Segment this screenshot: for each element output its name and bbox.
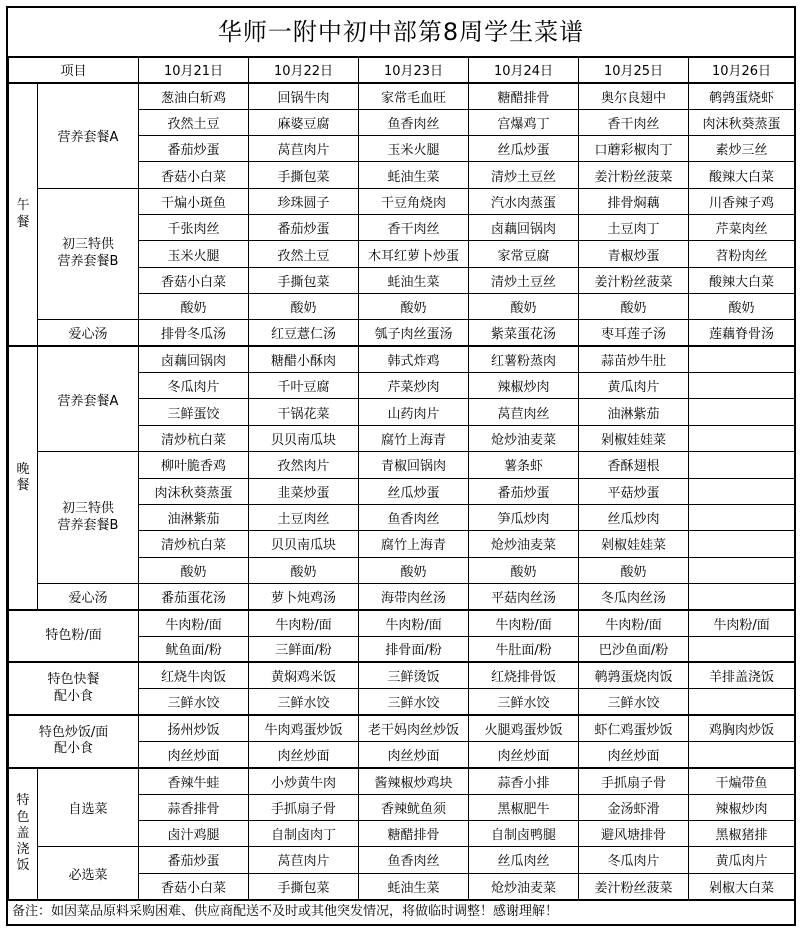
dish-cell: 口蘑彩椒肉丁	[579, 136, 689, 162]
dish-cell: 糖醋小酥肉	[249, 346, 359, 372]
dish-cell: 香菇小白菜	[139, 267, 249, 293]
dish-cell: 干煸带鱼	[689, 768, 795, 794]
dish-cell: 巴沙鱼面/粉	[579, 636, 689, 662]
table-row	[9, 452, 795, 478]
table-row	[9, 768, 795, 794]
rice-label: 特 色 盖 浇 饭	[9, 768, 38, 900]
dish-cell: 黑椒猪排	[689, 820, 795, 846]
dish-cell: 木耳红萝卜炒蛋	[359, 241, 469, 267]
dish-cell: 红烧排骨饭	[469, 662, 579, 688]
dish-cell: 芹菜炒肉	[359, 373, 469, 399]
dish-cell: 牛肉粉/面	[689, 610, 795, 636]
dish-cell: 剁椒娃娃菜	[579, 531, 689, 557]
dish-cell: 干豆角烧肉	[359, 188, 469, 214]
dish-cell: 黄瓜肉片	[689, 847, 795, 873]
dish-cell	[689, 557, 795, 583]
dish-cell: 瓠子肉丝蛋汤	[359, 320, 469, 346]
dish-cell: 避风塘排骨	[579, 820, 689, 846]
dish-cell: 蒜香小排	[469, 768, 579, 794]
table-row	[9, 715, 795, 741]
dish-cell: 莴苣肉丝	[469, 399, 579, 425]
dish-cell: 玉米火腿	[139, 241, 249, 267]
dish-cell: 红豆薏仁汤	[249, 320, 359, 346]
dish-cell: 酸辣大白菜	[689, 267, 795, 293]
dish-cell: 牛肉粉/面	[359, 610, 469, 636]
page-title: 华师一附中初中部第8周学生菜谱	[8, 8, 794, 58]
dish-cell: 蚝油生菜	[359, 162, 469, 188]
dish-cell: 酸辣大白菜	[689, 162, 795, 188]
dish-cell: 孜然肉片	[249, 452, 359, 478]
required-label: 必选菜	[38, 847, 139, 900]
dish-cell	[689, 452, 795, 478]
dish-cell: 鱼香肉丝	[359, 504, 469, 530]
dinner-label: 晚 餐	[9, 346, 38, 609]
dish-cell: 蚝油生菜	[359, 873, 469, 899]
dish-cell: 回锅牛肉	[249, 83, 359, 109]
dish-cell: 排骨冬瓜汤	[139, 320, 249, 346]
table-row	[9, 610, 795, 636]
header-day: 10月24日	[469, 57, 579, 83]
dish-cell: 肉丝炒面	[359, 741, 469, 767]
dish-cell	[689, 741, 795, 767]
dish-cell: 鱿鱼面/粉	[139, 636, 249, 662]
dish-cell: 苕粉肉丝	[689, 241, 795, 267]
dish-cell: 三鲜水饺	[249, 689, 359, 715]
table-row	[9, 583, 795, 609]
dish-cell: 丝瓜炒蛋	[469, 136, 579, 162]
dish-cell: 汽水肉蒸蛋	[469, 188, 579, 214]
dish-cell: 蒜苗炒牛肚	[579, 346, 689, 372]
dish-cell: 油淋紫茄	[579, 399, 689, 425]
dish-cell: 肉沫秋葵蒸蛋	[689, 109, 795, 135]
dish-cell: 番茄炒蛋	[139, 136, 249, 162]
dish-cell: 蒜香排骨	[139, 794, 249, 820]
dish-cell: 土豆肉丁	[579, 215, 689, 241]
table-row	[9, 662, 795, 688]
header-day: 10月23日	[359, 57, 469, 83]
dish-cell: 酸奶	[579, 557, 689, 583]
dish-cell: 鹌鹑蛋烧虾	[689, 83, 795, 109]
dish-cell: 卤藕回锅肉	[469, 215, 579, 241]
dish-cell: 三鲜水饺	[469, 689, 579, 715]
optional-label: 自选菜	[38, 768, 139, 847]
dish-cell: 平菇肉丝汤	[469, 583, 579, 609]
dish-cell: 鸡胸肉炒饭	[689, 715, 795, 741]
dish-cell: 肉沫秋葵蒸蛋	[139, 478, 249, 504]
dish-cell: 三鲜烫饭	[359, 662, 469, 688]
dish-cell: 莲藕脊骨汤	[689, 320, 795, 346]
dish-cell: 剁椒娃娃菜	[579, 425, 689, 451]
dish-cell: 酸奶	[249, 557, 359, 583]
dish-cell: 清炒土豆丝	[469, 162, 579, 188]
dish-cell: 番茄炒蛋	[469, 478, 579, 504]
table-row	[9, 57, 795, 83]
dish-cell: 家常豆腐	[469, 241, 579, 267]
set-b-label: 初三特供 营养套餐B	[38, 188, 139, 320]
dish-cell: 炝炒油麦菜	[469, 531, 579, 557]
dish-cell: 韭菜炒蛋	[249, 478, 359, 504]
dish-cell: 川香辣子鸡	[689, 188, 795, 214]
dish-cell: 千叶豆腐	[249, 373, 359, 399]
dish-cell: 香菇小白菜	[139, 162, 249, 188]
dish-cell: 清炒杭白菜	[139, 531, 249, 557]
dish-cell	[689, 504, 795, 530]
set-a-label: 营养套餐A	[38, 83, 139, 188]
dish-cell: 番茄炒蛋	[139, 847, 249, 873]
table-row	[9, 320, 795, 346]
dish-cell: 肉丝炒面	[139, 741, 249, 767]
dish-cell: 红烧牛肉饭	[139, 662, 249, 688]
dish-cell: 素炒三丝	[689, 136, 795, 162]
dish-cell: 香辣牛蛙	[139, 768, 249, 794]
dish-cell: 酸奶	[249, 294, 359, 320]
dish-cell: 紫菜蛋花汤	[469, 320, 579, 346]
dish-cell: 番茄蛋花汤	[139, 583, 249, 609]
dish-cell: 贝贝南瓜块	[249, 531, 359, 557]
dish-cell: 贝贝南瓜块	[249, 425, 359, 451]
dish-cell: 火腿鸡蛋炒饭	[469, 715, 579, 741]
dish-cell: 麻婆豆腐	[249, 109, 359, 135]
dish-cell: 三鲜水饺	[359, 689, 469, 715]
table-row	[9, 847, 795, 873]
dish-cell: 腐竹上海青	[359, 425, 469, 451]
dish-cell: 金汤虾滑	[579, 794, 689, 820]
dish-cell: 韩式炸鸡	[359, 346, 469, 372]
dish-cell: 姜汁粉丝菠菜	[579, 873, 689, 899]
dish-cell: 笋瓜炒肉	[469, 504, 579, 530]
dish-cell: 葱油白斩鸡	[139, 83, 249, 109]
dish-cell: 海带肉丝汤	[359, 583, 469, 609]
dish-cell: 炝炒油麦菜	[469, 425, 579, 451]
dish-cell: 孜然土豆	[139, 109, 249, 135]
header-item: 项目	[9, 57, 139, 83]
dish-cell: 三鲜水饺	[139, 689, 249, 715]
header-day: 10月26日	[689, 57, 795, 83]
dish-cell	[689, 425, 795, 451]
set-a-label: 营养套餐A	[38, 346, 139, 451]
dish-cell	[689, 346, 795, 372]
dish-cell: 平菇炒蛋	[579, 478, 689, 504]
dish-cell: 芹菜肉丝	[689, 215, 795, 241]
fast-label: 特色快餐 配小食	[9, 662, 139, 715]
dish-cell: 冬瓜肉片	[579, 847, 689, 873]
dish-cell: 土豆肉丝	[249, 504, 359, 530]
dish-cell	[689, 689, 795, 715]
dish-cell: 黄瓜肉片	[579, 373, 689, 399]
dish-cell: 糖醋排骨	[359, 820, 469, 846]
dish-cell: 鱼香肉丝	[359, 847, 469, 873]
dish-cell	[689, 531, 795, 557]
dish-cell: 珍珠圆子	[249, 188, 359, 214]
header-day: 10月22日	[249, 57, 359, 83]
dish-cell: 丝瓜炒肉	[579, 504, 689, 530]
dish-cell: 枣耳莲子汤	[579, 320, 689, 346]
dish-cell: 姜汁粉丝菠菜	[579, 162, 689, 188]
soup-label: 爱心汤	[38, 320, 139, 346]
table-row	[9, 83, 795, 109]
dish-cell	[689, 636, 795, 662]
dish-cell	[689, 399, 795, 425]
dish-cell: 酸奶	[689, 294, 795, 320]
dish-cell: 干锅花菜	[249, 399, 359, 425]
dish-cell: 红薯粉蒸肉	[469, 346, 579, 372]
dish-cell: 手抓扇子骨	[249, 794, 359, 820]
dish-cell: 青椒炒蛋	[579, 241, 689, 267]
dish-cell	[689, 583, 795, 609]
dish-cell: 丝瓜炒蛋	[359, 478, 469, 504]
dish-cell: 冬瓜肉片	[139, 373, 249, 399]
dish-cell: 自制卤鸭腿	[469, 820, 579, 846]
dish-cell: 辣椒炒肉	[689, 794, 795, 820]
dish-cell: 卤汁鸡腿	[139, 820, 249, 846]
dish-cell: 羊排盖浇饭	[689, 662, 795, 688]
dish-cell: 三鲜蛋饺	[139, 399, 249, 425]
dish-cell: 酸奶	[359, 557, 469, 583]
dish-cell: 小炒黄牛肉	[249, 768, 359, 794]
dish-cell: 手撕包菜	[249, 267, 359, 293]
dish-cell: 番茄炒蛋	[249, 215, 359, 241]
dish-cell: 薯条虾	[469, 452, 579, 478]
header-day: 10月25日	[579, 57, 689, 83]
dish-cell: 自制卤肉丁	[249, 820, 359, 846]
dish-cell: 酱辣椒炒鸡块	[359, 768, 469, 794]
dish-cell: 香辣鱿鱼须	[359, 794, 469, 820]
dish-cell: 青椒回锅肉	[359, 452, 469, 478]
dish-cell: 糖醋排骨	[469, 83, 579, 109]
dish-cell: 牛肉粉/面	[139, 610, 249, 636]
dish-cell: 黑椒肥牛	[469, 794, 579, 820]
header-day: 10月21日	[139, 57, 249, 83]
dish-cell: 扬州炒饭	[139, 715, 249, 741]
dish-cell: 干煸小斑鱼	[139, 188, 249, 214]
dish-cell: 莴苣肉片	[249, 136, 359, 162]
dish-cell: 虾仁鸡蛋炒饭	[579, 715, 689, 741]
dish-cell: 三鲜水饺	[579, 689, 689, 715]
dish-cell: 油淋紫茄	[139, 504, 249, 530]
dish-cell: 萝卜炖鸡汤	[249, 583, 359, 609]
dish-cell: 孜然土豆	[249, 241, 359, 267]
dish-cell: 炝炒油麦菜	[469, 873, 579, 899]
menu-table	[8, 56, 795, 900]
dish-cell: 酸奶	[139, 557, 249, 583]
dish-cell: 香酥翅根	[579, 452, 689, 478]
dish-cell: 腐竹上海青	[359, 531, 469, 557]
dish-cell: 酸奶	[469, 557, 579, 583]
table-row	[9, 188, 795, 214]
dish-cell: 老干妈肉丝炒饭	[359, 715, 469, 741]
dish-cell: 手撕包菜	[249, 162, 359, 188]
dish-cell: 手撕包菜	[249, 873, 359, 899]
dish-cell: 剁椒大白菜	[689, 873, 795, 899]
dish-cell: 鱼香肉丝	[359, 109, 469, 135]
dish-cell	[689, 478, 795, 504]
dish-cell: 牛肉粉/面	[249, 610, 359, 636]
dish-cell: 排骨面/粉	[359, 636, 469, 662]
dish-cell: 黄焖鸡米饭	[249, 662, 359, 688]
dish-cell: 酸奶	[469, 294, 579, 320]
dish-cell: 鹌鹑蛋烧肉饭	[579, 662, 689, 688]
dish-cell: 酸奶	[359, 294, 469, 320]
dish-cell: 莴苣肉片	[249, 847, 359, 873]
dish-cell: 牛肉粉/面	[469, 610, 579, 636]
dish-cell: 千张肉丝	[139, 215, 249, 241]
dish-cell: 牛肉粉/面	[579, 610, 689, 636]
dish-cell: 宫爆鸡丁	[469, 109, 579, 135]
set-b-label: 初三特供 营养套餐B	[38, 452, 139, 584]
dish-cell: 香干肉丝	[359, 215, 469, 241]
dish-cell: 山药肉片	[359, 399, 469, 425]
dish-cell: 家常毛血旺	[359, 83, 469, 109]
dish-cell: 排骨焖藕	[579, 188, 689, 214]
dish-cell: 丝瓜肉丝	[469, 847, 579, 873]
dish-cell: 蚝油生菜	[359, 267, 469, 293]
dish-cell: 辣椒炒肉	[469, 373, 579, 399]
dish-cell: 酸奶	[579, 294, 689, 320]
dish-cell: 奥尔良翅中	[579, 83, 689, 109]
dish-cell: 肉丝炒面	[579, 741, 689, 767]
dish-cell: 手抓扇子骨	[579, 768, 689, 794]
dish-cell: 肉丝炒面	[469, 741, 579, 767]
dish-cell: 姜汁粉丝菠菜	[579, 267, 689, 293]
dish-cell: 酸奶	[139, 294, 249, 320]
table-row	[9, 346, 795, 372]
dish-cell: 柳叶脆香鸡	[139, 452, 249, 478]
dish-cell: 卤藕回锅肉	[139, 346, 249, 372]
noodles-label: 特色粉/面	[9, 610, 139, 663]
footer-note: 备注：如因菜品原料采购困难、供应商配送不及时或其他突发情况，将做临时调整！感谢理解！	[8, 900, 794, 924]
dish-cell: 香干肉丝	[579, 109, 689, 135]
dish-cell: 冬瓜肉丝汤	[579, 583, 689, 609]
dish-cell: 清炒土豆丝	[469, 267, 579, 293]
menu-sheet	[6, 6, 796, 926]
dish-cell: 牛肚面/粉	[469, 636, 579, 662]
dish-cell: 香菇小白菜	[139, 873, 249, 899]
dish-cell	[689, 373, 795, 399]
soup-label: 爱心汤	[38, 583, 139, 609]
dish-cell: 玉米火腿	[359, 136, 469, 162]
dish-cell: 三鲜面/粉	[249, 636, 359, 662]
dish-cell: 牛肉鸡蛋炒饭	[249, 715, 359, 741]
dish-cell: 清炒杭白菜	[139, 425, 249, 451]
dish-cell: 肉丝炒面	[249, 741, 359, 767]
fried-label: 特色炒饭/面 配小食	[9, 715, 139, 768]
lunch-label: 午 餐	[9, 83, 38, 346]
